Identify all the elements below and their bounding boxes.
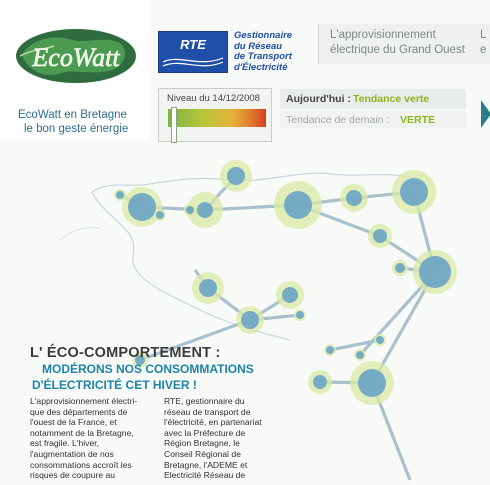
brand-tagline-1: EcoWatt en Bretagne: [18, 109, 127, 121]
article-subtitle-2: D'ÉLECTRICITÉ CET HIVER !: [32, 378, 197, 392]
nav-next-line-2: e: [480, 44, 487, 56]
col2-line: avec la Préfecture de: [164, 427, 246, 438]
col2-line: Région Bretagne, le: [164, 438, 240, 449]
substation-node: [156, 211, 164, 219]
substation-node: [356, 351, 364, 359]
rte-line-3: de Transport: [234, 51, 292, 62]
rte-waves-icon: [159, 32, 227, 72]
today-label: Aujourd'hui :: [286, 93, 351, 105]
substation-node: [313, 375, 327, 389]
substation-node: [284, 191, 312, 219]
substation-node: [116, 191, 124, 199]
substation-node: [373, 229, 387, 243]
substation-node: [282, 287, 298, 303]
ecowatt-logo[interactable]: [14, 26, 138, 86]
substation-node: [199, 279, 217, 297]
substation-node: [419, 256, 451, 288]
arrow-tab-icon[interactable]: [481, 100, 490, 128]
logo-lettering: EcoWatt: [32, 43, 120, 72]
substation-node: [128, 193, 156, 221]
nav-next-line-1: L: [480, 29, 487, 41]
col1-line: consommations accroît les: [30, 459, 132, 470]
substation-node: [296, 311, 304, 319]
article-title: L' ÉCO-COMPORTEMENT :: [30, 345, 221, 361]
col1-line: l'augmentation de nos: [30, 448, 114, 459]
tendency-today: [280, 89, 466, 109]
col1-line: L'approvisionnement électri-: [30, 396, 138, 406]
col2-line: Bretagne, l'ADEME et: [164, 459, 248, 470]
substation-node: [197, 202, 213, 218]
col1-line: que des départements de: [30, 406, 128, 417]
brand-area: [0, 0, 150, 140]
article-column-1: [30, 396, 152, 481]
rte-line-1: Gestionnaire: [234, 30, 293, 41]
substation-node: [358, 369, 386, 397]
nav-next-item[interactable]: [480, 28, 486, 58]
substation-node: [400, 178, 428, 206]
substation-node: [395, 263, 405, 273]
substation-node: [186, 206, 194, 214]
col1-line: l'ouest de la France, et: [30, 417, 117, 428]
article-column-2: [164, 396, 286, 481]
nav-approvisionnement[interactable]: [330, 28, 480, 58]
col1-line: risques de coupure au: [30, 470, 116, 481]
col2-line: Electricité Réseau de: [164, 470, 246, 481]
nav-line-2: électrique du Grand Ouest: [330, 44, 465, 56]
substation-node: [376, 336, 384, 344]
substation-node: [326, 346, 334, 354]
col1-line: est fragile. L'hiver,: [30, 438, 99, 449]
substation-node: [241, 311, 259, 329]
col2-line: réseau de transport de: [164, 406, 251, 417]
tomorrow-value: VERTE: [400, 114, 436, 126]
rte-logo-text: RTE: [180, 37, 206, 52]
substation-node: [227, 167, 245, 185]
article-subtitle-1: MODÉRONS NOS CONSOMMATIONS: [42, 362, 254, 376]
rte-description: [234, 31, 292, 73]
nav-line-1: L'approvisionnement: [330, 29, 436, 41]
gauge-label: Niveau du 14/12/2008: [167, 93, 260, 104]
level-gauge-marker: [171, 107, 177, 143]
rte-logo[interactable]: [158, 31, 228, 73]
level-gauge-bar: [168, 109, 266, 127]
col2-line: RTE, gestionnaire du: [164, 396, 245, 406]
substation-node: [346, 190, 362, 206]
tomorrow-label: Tendance de demain :: [286, 114, 390, 126]
tendency-tomorrow: [280, 111, 466, 129]
rte-line-2: du Réseau: [234, 40, 283, 52]
rte-line-4: d'Électricité: [234, 61, 288, 73]
col2-line: l'électricité, en partenariat: [164, 417, 262, 428]
col2-line: Conseil Régional de: [164, 448, 241, 459]
today-value: Tendance verte: [353, 93, 430, 105]
col1-line: notamment de la Bretagne,: [30, 427, 134, 438]
brand-tagline-2: le bon geste énergie: [24, 123, 129, 135]
